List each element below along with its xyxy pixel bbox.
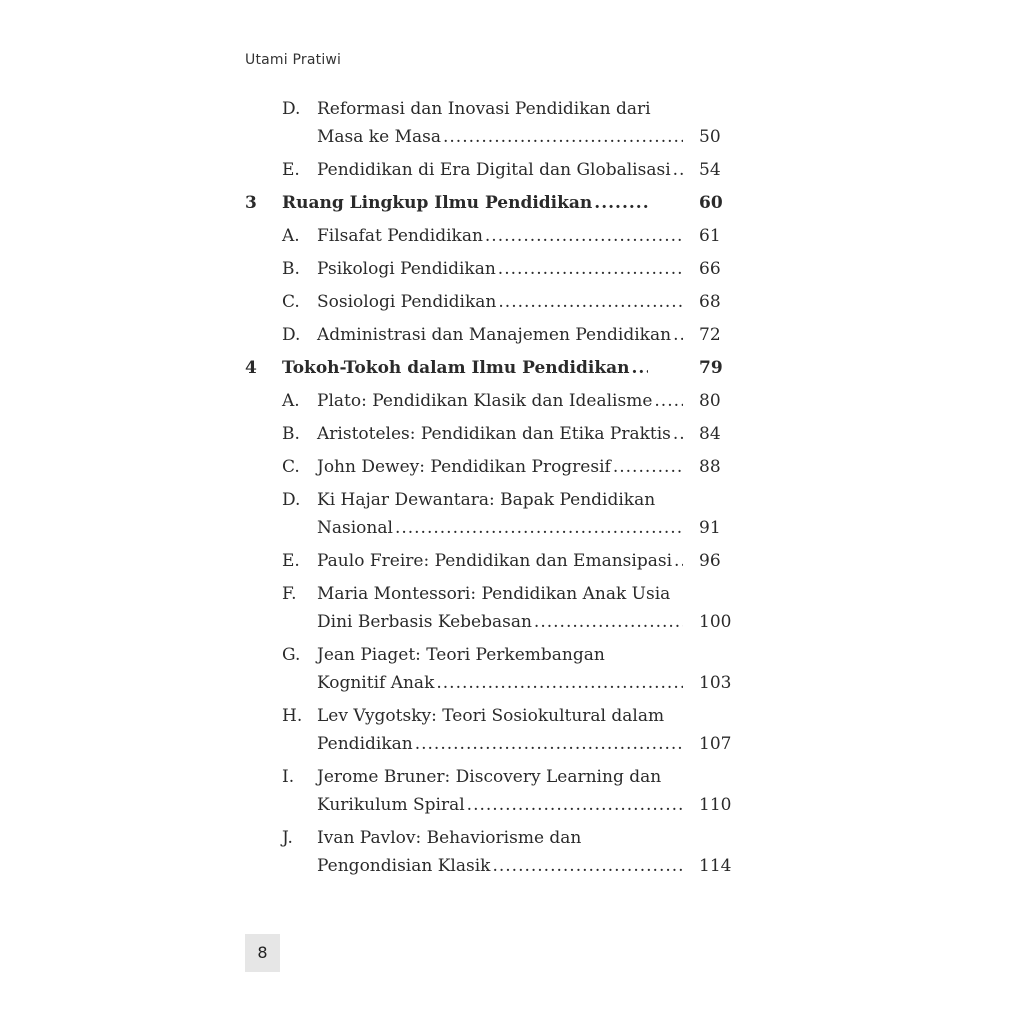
toc-section-entry	[245, 222, 745, 250]
page-number: 8	[245, 934, 280, 972]
section-letter: A.	[282, 391, 300, 411]
dot-leader	[594, 189, 648, 217]
entry-title	[317, 222, 683, 250]
entry-page-number: 50	[699, 127, 721, 147]
entry-title-line	[317, 222, 683, 250]
entry-page-number: 61	[699, 226, 721, 246]
section-letter: D.	[282, 99, 301, 119]
entry-title	[317, 580, 683, 636]
entry-title	[282, 354, 648, 382]
entry-title-line	[317, 730, 683, 758]
entry-title-text: Sosiologi Pendidikan	[317, 292, 497, 312]
entry-title	[317, 702, 683, 758]
dot-leader	[674, 547, 683, 575]
toc-section-entry	[245, 580, 745, 636]
toc-section-entry	[245, 387, 745, 415]
entry-title-text: Masa ke Masa	[317, 127, 441, 147]
entry-title-text: Reformasi dan Inovasi Pendidikan dari	[317, 99, 651, 119]
toc-section-entry	[245, 95, 745, 151]
entry-title	[317, 321, 683, 349]
dot-leader	[485, 222, 683, 250]
entry-title	[282, 189, 648, 217]
section-letter: B.	[282, 259, 300, 279]
dot-leader	[632, 354, 649, 382]
toc-section-entry	[245, 486, 745, 542]
entry-page-number: 107	[699, 734, 732, 754]
entry-page-number: 80	[699, 391, 721, 411]
dot-leader	[415, 730, 683, 758]
entry-title-line	[317, 453, 683, 481]
section-letter: C.	[282, 457, 300, 477]
entry-title-text: Ivan Pavlov: Behaviorisme dan	[317, 828, 582, 848]
entry-page-number: 68	[699, 292, 721, 312]
entry-title-line	[317, 791, 683, 819]
entry-page-number: 54	[699, 160, 721, 180]
entry-title-text: Ki Hajar Dewantara: Bapak Pendidikan	[317, 490, 656, 510]
entry-title-line	[317, 387, 683, 415]
entry-title	[317, 763, 683, 819]
entry-title-text: Administrasi dan Manajemen Pendidikan	[317, 325, 672, 345]
entry-page-number: 110	[699, 795, 732, 815]
entry-title-line	[317, 156, 683, 184]
section-letter: B.	[282, 424, 300, 444]
entry-title-text: Lev Vygotsky: Teori Sosiokultural dalam	[317, 706, 665, 726]
entry-title-text: Maria Montessori: Pendidikan Anak Usia	[317, 584, 671, 604]
entry-page-number: 114	[699, 856, 732, 876]
entry-page-number: 72	[699, 325, 721, 345]
toc-chapter-entry	[245, 189, 745, 217]
section-letter: H.	[282, 706, 303, 726]
dot-leader	[654, 387, 683, 415]
entry-title-text: Tokoh-Tokoh dalam Ilmu Pendidikan	[282, 358, 630, 378]
toc-section-entry	[245, 288, 745, 316]
section-letter: A.	[282, 226, 300, 246]
section-letter: E.	[282, 551, 300, 571]
entry-title-text: Nasional	[317, 518, 393, 538]
entry-title	[317, 255, 683, 283]
entry-title	[317, 641, 683, 697]
entry-page-number: 79	[699, 358, 723, 378]
entry-title-text: Kurikulum Spiral	[317, 795, 465, 815]
entry-title	[317, 486, 683, 542]
dot-leader	[673, 420, 683, 448]
toc-section-entry	[245, 321, 745, 349]
entry-title-text: Jean Piaget: Teori Perkembangan	[317, 645, 605, 665]
entry-title-line	[317, 608, 683, 636]
dot-leader	[436, 669, 683, 697]
entry-page-number: 96	[699, 551, 721, 571]
running-header-author: Utami Pratiwi	[245, 52, 342, 68]
toc-section-entry	[245, 255, 745, 283]
dot-leader	[498, 288, 683, 316]
entry-title-text: Ruang Lingkup Ilmu Pendidikan	[282, 193, 593, 213]
entry-title-line	[317, 420, 683, 448]
entry-title	[317, 387, 683, 415]
dot-leader	[467, 791, 683, 819]
dot-leader	[492, 852, 683, 880]
entry-page-number: 100	[699, 612, 732, 632]
entry-title	[317, 824, 683, 880]
entry-page-number: 66	[699, 259, 721, 279]
dot-leader	[673, 156, 683, 184]
entry-title-text: John Dewey: Pendidikan Progresif	[317, 457, 611, 477]
dot-leader	[613, 453, 683, 481]
entry-title-line	[317, 514, 683, 542]
section-letter: I.	[282, 767, 295, 787]
section-letter: C.	[282, 292, 300, 312]
dot-leader	[443, 123, 683, 151]
toc-section-entry	[245, 156, 745, 184]
section-letter: E.	[282, 160, 300, 180]
entry-title	[317, 156, 683, 184]
chapter-number: 4	[245, 358, 257, 378]
table-of-contents	[245, 95, 745, 885]
toc-section-entry	[245, 702, 745, 758]
dot-leader	[498, 255, 683, 283]
dot-leader	[673, 321, 683, 349]
entry-title-text: Psikologi Pendidikan	[317, 259, 496, 279]
entry-title-text: Jerome Bruner: Discovery Learning dan	[317, 767, 662, 787]
entry-page-number: 91	[699, 518, 721, 538]
section-letter: D.	[282, 325, 301, 345]
entry-title	[317, 547, 683, 575]
entry-title-line	[317, 547, 683, 575]
entry-title-text: Plato: Pendidikan Klasik dan Idealisme	[317, 391, 653, 411]
entry-title-line	[317, 255, 683, 283]
entry-title-text: Kognitif Anak	[317, 673, 435, 693]
entry-page-number: 103	[699, 673, 732, 693]
entry-title	[317, 453, 683, 481]
entry-title-line	[317, 321, 683, 349]
entry-page-number: 84	[699, 424, 721, 444]
entry-title	[317, 95, 683, 151]
entry-title-line	[317, 123, 683, 151]
entry-title-line	[317, 288, 683, 316]
toc-section-entry	[245, 824, 745, 880]
entry-title-text: Aristoteles: Pendidikan dan Etika Praktis	[317, 424, 671, 444]
entry-title-line	[317, 852, 683, 880]
entry-title-text: Paulo Freire: Pendidikan dan Emansipasi	[317, 551, 673, 571]
entry-title-text: Pengondisian Klasik	[317, 856, 491, 876]
entry-title-text: Dini Berbasis Kebebasan	[317, 612, 532, 632]
toc-section-entry	[245, 420, 745, 448]
entry-title-text: Filsafat Pendidikan	[317, 226, 483, 246]
chapter-number: 3	[245, 193, 257, 213]
entry-title-text: Pendidikan di Era Digital dan Globalisasi	[317, 160, 671, 180]
entry-page-number: 60	[699, 193, 723, 213]
section-letter: D.	[282, 490, 301, 510]
toc-chapter-entry	[245, 354, 745, 382]
toc-section-entry	[245, 547, 745, 575]
entry-title-line	[282, 189, 648, 217]
entry-title-text: Pendidikan	[317, 734, 413, 754]
toc-section-entry	[245, 453, 745, 481]
toc-section-entry	[245, 763, 745, 819]
section-letter: F.	[282, 584, 297, 604]
dot-leader	[395, 514, 683, 542]
section-letter: G.	[282, 645, 301, 665]
toc-section-entry	[245, 641, 745, 697]
entry-title-line	[282, 354, 648, 382]
section-letter: J.	[282, 828, 293, 848]
entry-page-number: 88	[699, 457, 721, 477]
dot-leader	[534, 608, 683, 636]
entry-title-line	[317, 669, 683, 697]
entry-title	[317, 288, 683, 316]
entry-title	[317, 420, 683, 448]
